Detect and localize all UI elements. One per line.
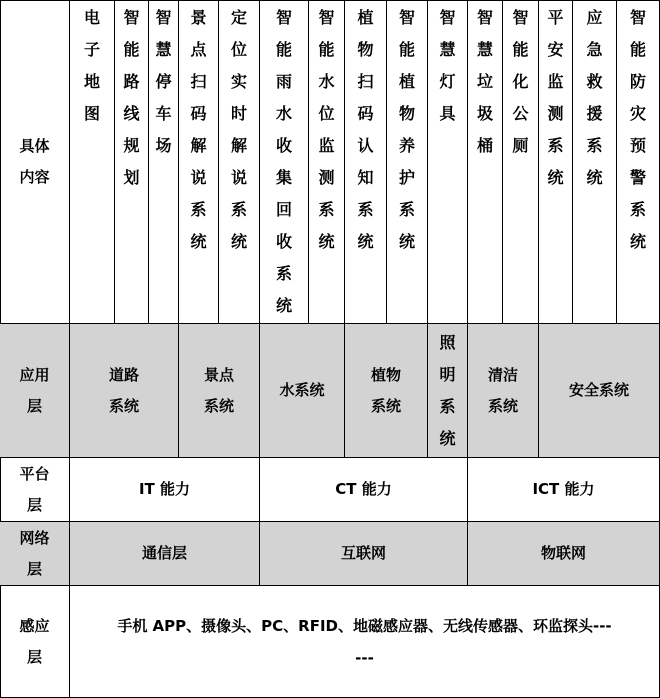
platform-item-ct [260, 458, 468, 522]
content-item-text: 智能防灾预警系统 [629, 8, 646, 251]
app-item-lighting [428, 324, 468, 458]
app-item-text: 植物系统 [370, 365, 401, 415]
app-item-text: 水系统 [279, 381, 325, 399]
app-item-text: 安全系统 [568, 381, 629, 399]
row-label-sensing-text: 感应层 [19, 616, 50, 666]
row-label-network-text: 网络层 [19, 528, 50, 578]
sensing-devices [70, 586, 660, 698]
network-item-iot [468, 522, 660, 586]
app-item-safety [539, 324, 660, 458]
app-item-text: 景点系统 [203, 365, 234, 415]
content-item-text: 智能水位监测系统 [318, 8, 335, 251]
platform-item-it [70, 458, 260, 522]
content-item-7 [345, 0, 387, 324]
network-item-text: 互联网 [340, 544, 386, 562]
content-item-text: 定位实时解说系统 [230, 8, 247, 251]
app-item-text: 清洁系统 [487, 365, 518, 415]
content-item-0 [70, 0, 115, 324]
content-item-text: 电子地图 [83, 8, 100, 123]
content-item-1 [115, 0, 149, 324]
app-item-text: 道路系统 [108, 365, 139, 415]
network-item-text: 通信层 [141, 544, 187, 562]
content-item-text: 植物扫码认知系统 [357, 8, 374, 251]
content-item-11 [503, 0, 539, 324]
content-item-text: 智慧停车场 [155, 8, 172, 155]
row-label-platform [0, 458, 70, 522]
app-item-text: 照明系统 [439, 332, 456, 448]
app-item-water [260, 324, 345, 458]
network-item-internet [260, 522, 468, 586]
platform-item-ict [468, 458, 660, 522]
platform-item-text: CT 能力 [335, 480, 392, 498]
content-item-text: 平安监测系统 [547, 8, 564, 187]
content-item-text: 智慧垃圾桶 [476, 8, 493, 155]
network-item-text: 物联网 [540, 544, 586, 562]
row-label-platform-text: 平台层 [19, 464, 50, 514]
content-item-text: 智能雨水收集回收系统 [275, 8, 292, 315]
content-item-text: 智慧灯具 [439, 8, 456, 123]
platform-item-text: ICT 能力 [532, 480, 595, 498]
content-item-text: 智能化公厕 [512, 8, 529, 155]
content-item-text: 智能植物养护系统 [398, 8, 415, 251]
content-item-13 [573, 0, 617, 324]
content-item-6 [309, 0, 345, 324]
content-item-12 [539, 0, 573, 324]
content-item-9 [428, 0, 468, 324]
content-item-text: 应急救援系统 [586, 8, 603, 187]
platform-item-text: IT 能力 [138, 480, 191, 498]
app-item-plants [345, 324, 428, 458]
content-item-14 [617, 0, 660, 324]
network-item-comm [70, 522, 260, 586]
row-label-network [0, 522, 70, 586]
app-item-scenic [179, 324, 260, 458]
content-item-text: 景点扫码解说系统 [190, 8, 207, 251]
row-label-content-text: 具体内容 [19, 136, 50, 186]
sensing-devices-text: 手机 APP、摄像头、PC、RFID、地磁感应器、无线传感器、环监探头------ [117, 616, 612, 667]
content-item-10 [468, 0, 503, 324]
content-item-2 [149, 0, 179, 324]
row-label-app [0, 324, 70, 458]
content-item-3 [179, 0, 219, 324]
content-item-4 [219, 0, 260, 324]
app-item-cleaning [468, 324, 539, 458]
content-item-5 [260, 0, 309, 324]
content-item-text: 智能路线规划 [123, 8, 140, 187]
row-label-content [0, 0, 70, 324]
row-label-sensing [0, 586, 70, 698]
app-item-roads [70, 324, 179, 458]
content-item-8 [387, 0, 428, 324]
row-label-app-text: 应用层 [19, 365, 50, 415]
